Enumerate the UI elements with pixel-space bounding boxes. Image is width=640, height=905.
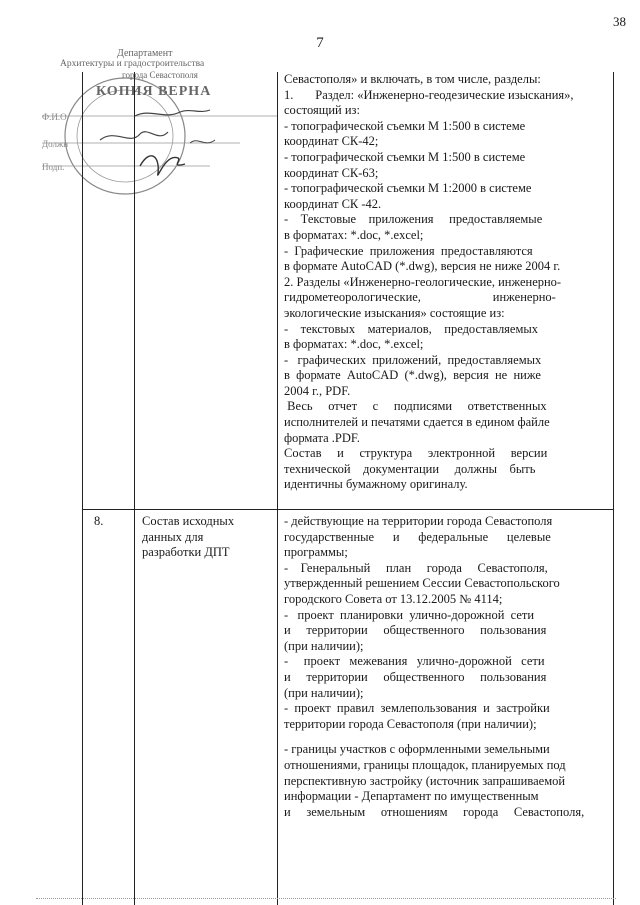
text-line: - проект правил землепользования и застройки bbox=[284, 701, 550, 716]
text-line: - топографической съемки М 1:2000 в системе bbox=[284, 181, 532, 196]
stamp-city: города Севастополя bbox=[122, 70, 198, 80]
text-line: исполнителей и печатями сдается в едином файле bbox=[284, 415, 550, 430]
text-line: данных для bbox=[142, 529, 204, 544]
row8-content bbox=[284, 514, 604, 820]
text-line: в форматах: *.doc, *.excel; bbox=[284, 337, 424, 352]
text-line: и земельным отношениям города Севастополя, bbox=[284, 804, 585, 819]
text-line: - проект планировки улично-дорожной сети bbox=[284, 607, 535, 622]
stamp-copy-label: КОПИЯ ВЕРНА bbox=[96, 84, 212, 99]
svg-text:Подп.: Подп. bbox=[42, 162, 65, 172]
text-line: состоящий из: bbox=[284, 103, 360, 118]
table-border-left bbox=[82, 72, 83, 905]
text-line: территории города Севастополя (при наличии); bbox=[284, 716, 537, 731]
table-divider-col1 bbox=[134, 72, 135, 905]
text-line: программы; bbox=[284, 545, 348, 560]
stamp-department: Департамент bbox=[117, 48, 173, 59]
text-line: и территории общественного пользования bbox=[284, 669, 547, 684]
text-line: формата .PDF. bbox=[284, 430, 360, 445]
text-line: отношениями, границы площадок, планируемых под bbox=[284, 757, 566, 772]
svg-text:Должн: Должн bbox=[42, 139, 69, 149]
text-line: - Генеральный план города Севастополя, bbox=[284, 560, 548, 575]
text-line: утвержденный решением Сессии Севастопольского bbox=[284, 576, 560, 591]
text-line: в формате AutoCAD (*.dwg), версия не ниже bbox=[284, 368, 541, 383]
text-line: - топографической съемки М 1:500 в системе bbox=[284, 118, 526, 133]
text-line: информации - Департамент по имущественным bbox=[284, 789, 539, 804]
text-line: гидрометеорологические, инженерно- bbox=[284, 290, 556, 305]
text-line: Севастополя» и включать, в том числе, разделы: bbox=[284, 72, 541, 86]
text-line: координат СК -42. bbox=[284, 196, 382, 211]
text-line: разработки ДПТ bbox=[142, 545, 230, 560]
text-line: координат СК-63; bbox=[284, 165, 379, 180]
row8-number: 8. bbox=[94, 514, 104, 528]
text-line: (при наличии); bbox=[284, 638, 364, 653]
text-line: - топографической съемки М 1:500 в системе bbox=[284, 149, 526, 164]
text-line: - графических приложений, предоставляемых bbox=[284, 352, 542, 367]
text-line: координат СК-42; bbox=[284, 134, 379, 149]
svg-text:Ф.И.О: Ф.И.О bbox=[42, 112, 67, 122]
text-line: государственные и федеральные целевые bbox=[284, 529, 551, 544]
text-line: и территории общественного пользования bbox=[284, 623, 547, 638]
text-line: - текстовых материалов, предоставляемых bbox=[284, 321, 539, 336]
text-line: - границы участков с оформленными земельными bbox=[284, 742, 550, 757]
text-line: 2004 г., PDF. bbox=[284, 383, 351, 398]
text-line: 2. Разделы «Инженерно-геологические, инженерно- bbox=[284, 274, 562, 289]
text-line: (при наличии); bbox=[284, 685, 364, 700]
row7-content bbox=[284, 72, 604, 493]
page-number-corner: 38 bbox=[613, 14, 626, 29]
row8-name bbox=[142, 514, 272, 561]
row-separator bbox=[82, 509, 614, 510]
text-line: перспективную застройку (источник запрашиваемой bbox=[284, 773, 566, 788]
page-bottom-edge bbox=[36, 898, 616, 899]
text-line: Весь отчет с подписями ответственных bbox=[284, 399, 547, 414]
text-line: в форматах: *.doc, *.excel; bbox=[284, 227, 424, 242]
text-line: в формате AutoCAD (*.dwg), версия не ниже 2004 г. bbox=[284, 259, 561, 274]
text-line: - Текстовые приложения предоставляемые bbox=[284, 212, 543, 227]
text-line: идентичны бумажному оригиналу. bbox=[284, 477, 468, 492]
text-line: - Графические приложения предоставляются bbox=[284, 243, 533, 258]
text-line: городского Совета от 13.12.2005 № 4114; bbox=[284, 591, 503, 606]
stamp-department-full: Архитектуры и градостроительства bbox=[60, 59, 205, 69]
text-line: экологические изыскания» состоящие из: bbox=[284, 305, 505, 320]
text-line: технической документации должны быть bbox=[284, 461, 536, 476]
requirements-table bbox=[82, 72, 614, 905]
table-border-right bbox=[613, 72, 614, 905]
page-number: 7 bbox=[316, 35, 324, 51]
text-line: - проект межевания улично-дорожной сети bbox=[284, 654, 545, 669]
table-divider-col2 bbox=[277, 72, 278, 905]
text-line: - действующие на территории города Севастополя bbox=[284, 514, 553, 528]
text-line: 1. Раздел: «Инженерно-геодезические изыскания», bbox=[284, 87, 574, 102]
text-line: Состав исходных bbox=[142, 514, 235, 528]
text-line: Состав и структура электронной версии bbox=[284, 446, 548, 461]
